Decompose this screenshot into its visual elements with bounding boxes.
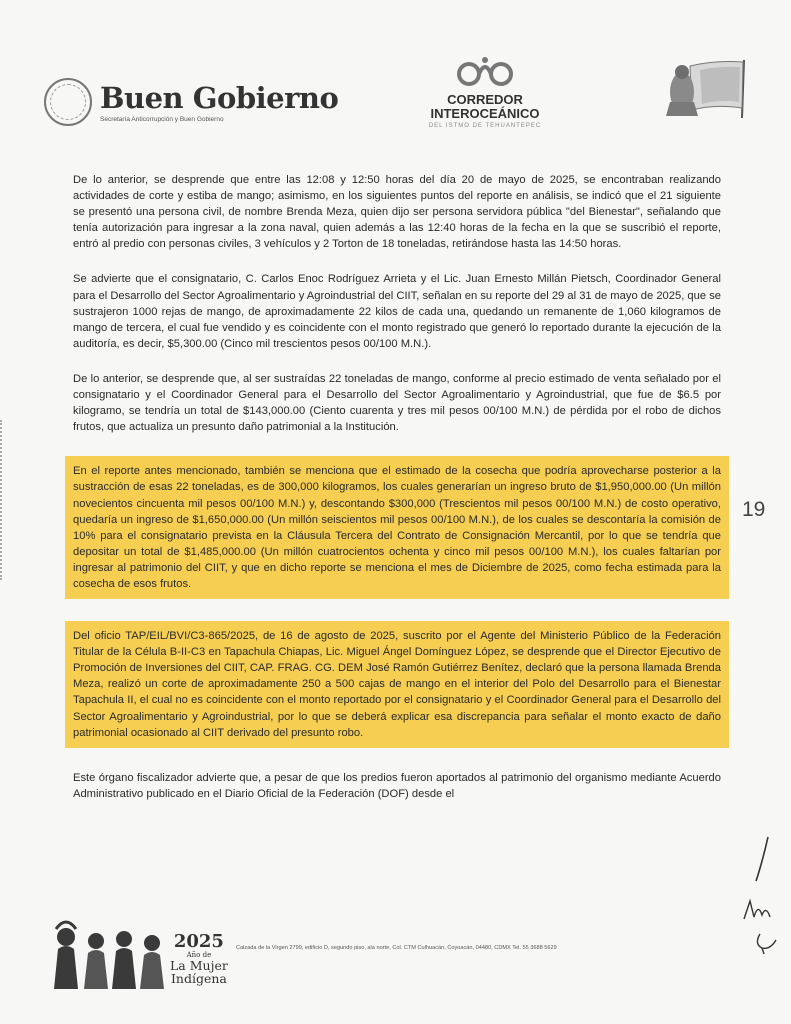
highlighted-paragraph: En el reporte antes mencionado, también se menciona que el estimado de la cosecha que podría aprovecharse posterior a la sustracción de esas 22 toneladas, es de 300,000 kilogramos, los cuales generarían un ingreso bruto de $1,950,000.00 (Un millón novecientos cincuenta mil pesos 00/100 M.N.) y, descontando $300,000 (Trescientos mil pesos 00/100 M.N.) de costo operativo, quedaría un ingreso de $1,650,000.00 (Un millón seiscientos mil pesos 00/100 M.N.), de los cuales se descontaría la comisión de 10% para el consignatario prevista en la Cláusula Tercera del Contrato de Consignación Mercantil, por lo que se tendría que depositar un total de $1,485,000.00 (Un millón cuatrocientos ochenta y cinco mil pesos 00/100 M.N.), los cuales faltarían por ingresar al patrimonio del CIIT, y que en dicho reporte se menciona el mes de Diciembre de 2025, como fecha estimada para la cosecha de esos frutos. [73,465,721,590]
paragraph: Este órgano fiscalizador advierte que, a pesar de que los predios fueron aportados al patrimonio del organismo mediante Acuerdo Administrativo publicado en el Diario Oficial de la Federación (DOF) desde el [73,771,721,800]
footer-year-name2: Indígena [170,971,227,986]
indigenous-women-illustration-icon [52,915,170,989]
highlighted-block [65,621,729,748]
paragraph: De lo anterior, se desprende que entre las 12:08 y 12:50 horas del día 20 de mayo de 2025, se encontraban realizando actividades de corte y estiba de mango; asimismo, en los siguientes puntos del reporte en análisis, se indicó que el 21 siguiente se presentó una persona civil, de nombre Brenda Meza, quien dijo ser persona servidora pública "del Bienestar", señalando que tenía autorización para ingresar a la zona naval, quien además a las 12:40 horas de la fecha en la que se suscribió el reporte, entró al predio con personas civiles, 3 vehículos y 2 Torton de 18 toneladas, retirándose hasta las 14:50 horas. [73,174,721,251]
corredor-line3: DEL ISTMO DE TEHUANTEPEC [428,123,542,129]
highlighted-paragraph: Del oficio TAP/EIL/BVI/C3-865/2025, de 16 de agosto de 2025, suscrito por el Agente del Ministerio Público de la Federación Titular de la Célula B-II-C3 en Tapachula Chiapas, Lic. Miguel Ángel Domínguez López, se desprende que el Director Ejecutivo de Promoción de Inversiones del CIIT, CAP. FRAG. CG. DEM José Ramón Gutiérrez Benítez, declaró que la persona llamada Brenda Meza, realizó un corte de aproximadamente 250 a 500 cajas de mango en el interior del Polo del Desarrollo para el Bienestar Tapachula II, el cual no es coincidente con el monto reportado por el consignatario y el Coordinador General para el Desarrollo del Sector Agroalimentario y Agroindustrial, por lo que se deberá explicar esa discrepancia para señalar el monto exacto de daño patrimonial ocasionado al CIIT derivado del presunto robo. [73,630,721,739]
page-footer [0,905,791,1024]
year-of-indigenous-woman-logo [170,933,228,985]
corredor-mark-icon [453,54,517,88]
page-header [0,0,791,150]
highlighted-block [65,456,729,599]
buen-gobierno-title: Buen Gobierno [100,80,339,115]
page-number: 19 [742,498,766,521]
corredor-interoceanico-logo [420,54,550,129]
footer-year-name1: La Mujer [170,958,228,973]
document-body [73,172,721,821]
independence-flag-illustration-icon [660,58,748,120]
handwritten-stroke-mark [752,835,772,885]
paragraph: De lo anterior, se desprende que, al ser sustraídas 22 toneladas de mango, conforme al precio estimado de venta señalado por el consignatario y el Coordinador General para el Desarrollo del Sector Agroalimentario y Agroindustrial, que fue de $6.5 por kilogramo, se tendría un total de $143,000.00 (Ciento cuarenta y tres mil pesos 00/100 M.N.) de pérdida por el robo de dichos frutos, que actualiza un presunto daño patrimonial a la Institución. [73,372,721,434]
national-seal-icon [44,78,92,126]
corredor-line2: INTEROCEÁNICO [430,106,540,121]
buen-gobierno-logo [44,78,338,126]
corredor-line1: CORREDOR [447,92,523,107]
paragraph: Se advierte que el consignatario, C. Carlos Enoc Rodríguez Arrieta y el Lic. Juan Ernesto Millán Pietsch, Coordinador General para el Desarrollo del Sector Agroalimentario y Agroindustrial del CIIT, señalan en su reporte del 29 al 31 de mayo de 2025, que se sustrajeron 1000 rejas de mango, de aproximadamente 22 kilos de cada una, quedando un remanente de 1,060 kilogramos de mango de tercera, el cual fue vendido y es coincidente con el monto registrado que generó lo reportado durante la ejecución de la auditoría, es decir, $5,300.00 (Cinco mil trescientos pesos 00/100 M.N.). [73,273,722,350]
margin-stamp-mark [0,420,8,580]
footer-year: 2025 [173,931,224,952]
footer-year-sub: Año de [186,951,212,959]
footer-address: Calzada de la Virgen 2799, edificio D, segundo piso, ala norte, Col. CTM Culhuacán, Coyoacán, 04480, CDMX Tel. 55 3688 5629 [236,945,557,951]
buen-gobierno-subtitle: Secretaría Anticorrupción y Buen Gobierno [100,115,224,123]
